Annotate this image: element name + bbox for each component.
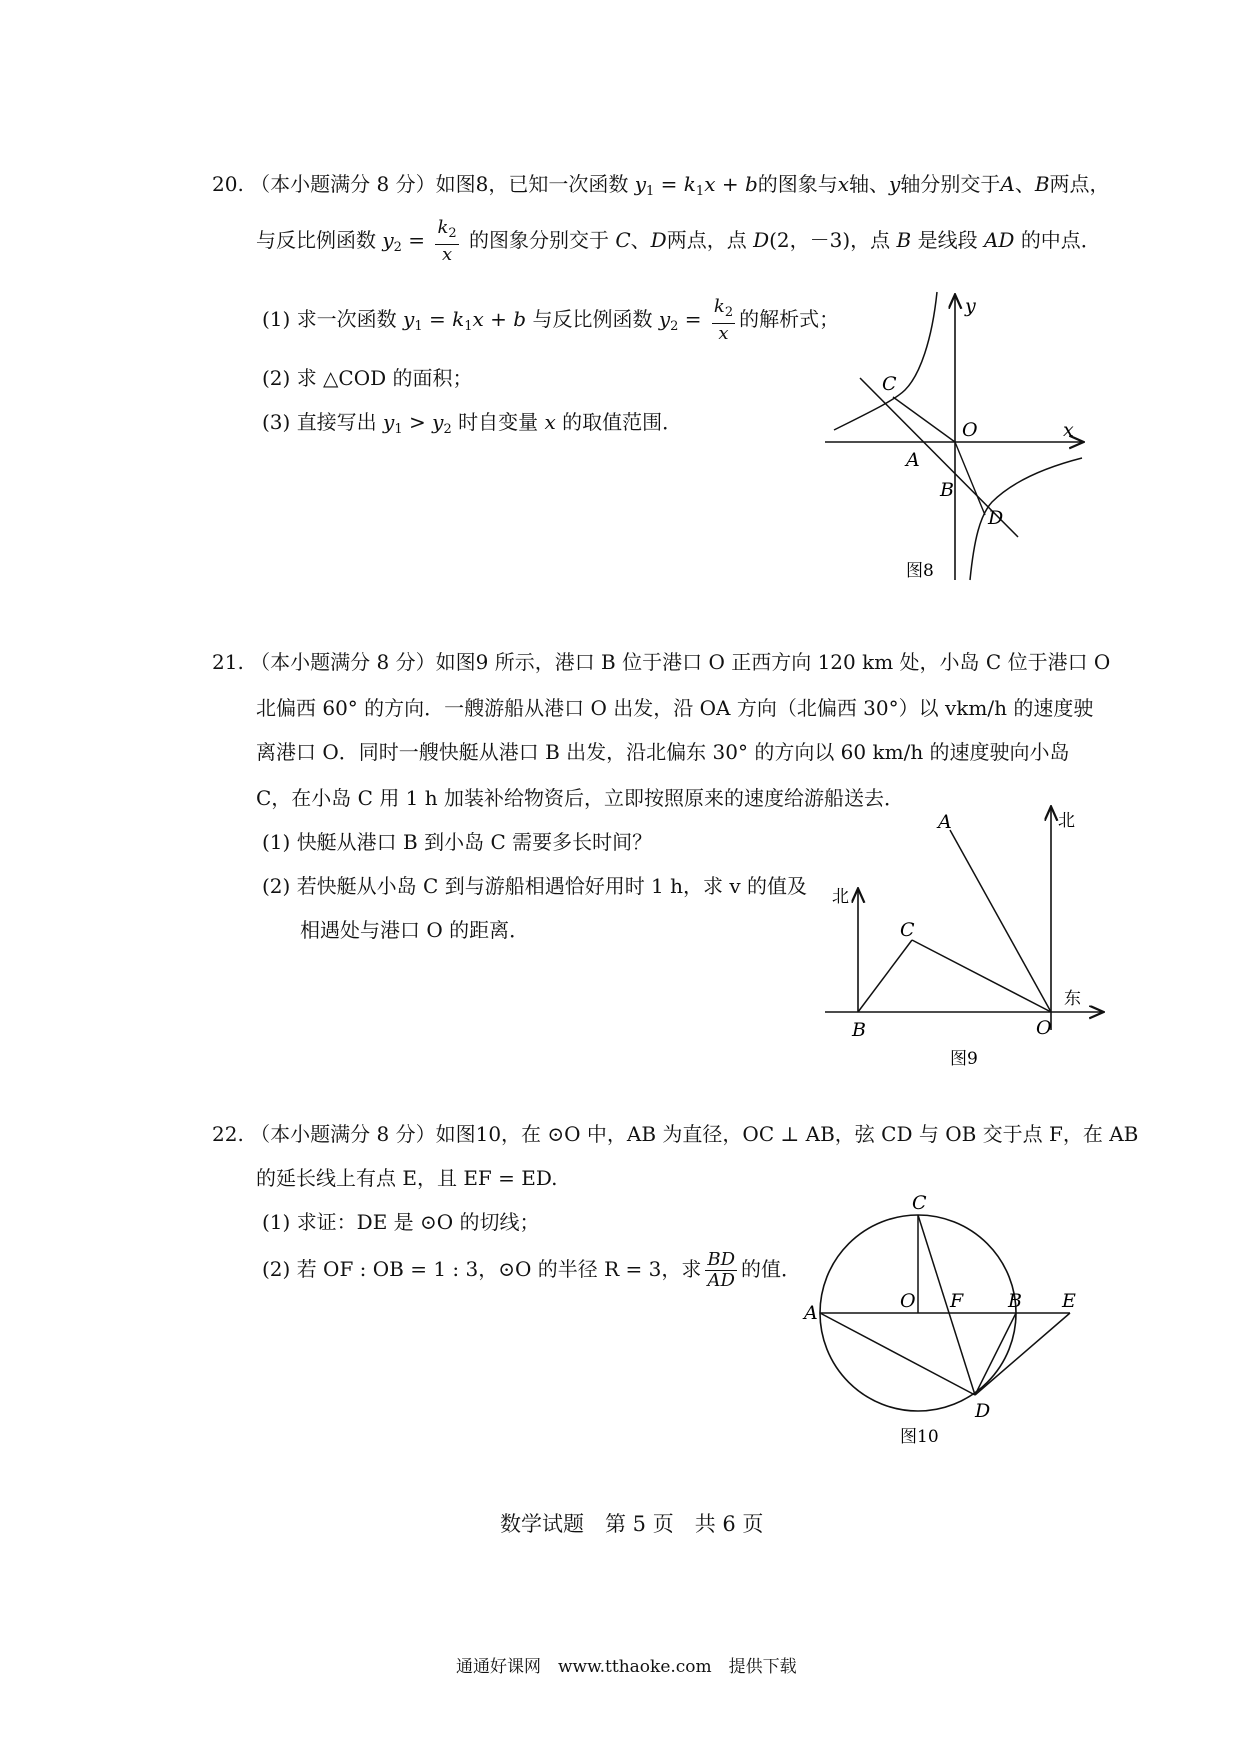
q21-line3: 离港口 O．同时一艘快艇从港口 B 出发，沿北偏东 30° 的方向以 60 km/h 的速度驶向小岛: [256, 740, 1070, 764]
figure-10: [800, 1195, 1100, 1445]
q20-part1: (1) 求一次函数 $y_1 = k_1x + b$ 与反比例函数 $y_2$ = $\frac{k_2}{x}$ 的解析式；: [262, 296, 840, 344]
label-O: O: [1036, 1017, 1052, 1039]
segment-AD: [820, 1313, 975, 1395]
label-O: O: [900, 1290, 916, 1312]
label-north-B: 北: [832, 887, 849, 907]
segment-DE: [975, 1313, 1070, 1395]
caption-fig8: 图8: [906, 561, 934, 581]
hyperbola-branch-upper-left: [834, 292, 937, 430]
figure-9: [820, 800, 1110, 1080]
label-C: C: [900, 919, 915, 941]
segment-CO: [912, 940, 1051, 1012]
q21-part1: (1) 快艇从港口 B 到小岛 C 需要多长时间？: [262, 830, 653, 854]
label-D: D: [975, 1400, 991, 1422]
label-F: F: [950, 1290, 964, 1312]
label-D: D: [988, 507, 1004, 529]
label-A: A: [938, 811, 952, 833]
q21-part2-cont: 相遇处与港口 O 的距离．: [300, 918, 530, 942]
label-x: x: [1063, 419, 1074, 441]
q20-line2: 与反比例函数 $y_2$ = $\frac{k_2}{x}$ 的图象分别交于 C、D两点，点 D(2，－3)，点 B 是线段 AD 的中点．: [256, 217, 1101, 265]
caption-fig10: 图10: [900, 1427, 939, 1445]
label-A: A: [804, 1302, 818, 1324]
q22-part2: (2) 若 OF : OB = 1 : 3，⊙O 的半径 R = 3，求 $\frac{BD}{AD}$ 的值．: [262, 1249, 802, 1291]
q20-part3: (3) 直接写出 $y_1 > y_2$ 时自变量 x 的取值范围．: [262, 410, 683, 437]
figure-8: [820, 290, 1090, 590]
q22-part1: (1) 求证：DE 是 ⊙O 的切线；: [262, 1210, 540, 1234]
label-A: A: [906, 449, 920, 471]
label-y: y: [965, 295, 976, 317]
label-O: O: [962, 419, 978, 441]
label-C: C: [882, 373, 897, 395]
caption-fig9: 图9: [950, 1049, 978, 1069]
q21-part2: (2) 若快艇从小岛 C 到与游船相遇恰好用时 1 h，求 v 的值及: [262, 874, 808, 898]
chord-CD: [918, 1215, 975, 1395]
source-watermark: 通通好课网 www.tthaoke.com 提供下载: [456, 1657, 797, 1677]
q22-line2: 的延长线上有点 E，且 EF = ED.: [256, 1166, 558, 1190]
label-B: B: [1008, 1290, 1022, 1312]
label-E: E: [1062, 1290, 1076, 1312]
ray-OA: [950, 830, 1051, 1012]
segment-OC: [893, 397, 955, 442]
label-east: 东: [1064, 989, 1081, 1009]
label-north-O: 北: [1058, 811, 1075, 831]
q21-line4: C，在小岛 C 用 1 h 加装补给物资后，立即按照原来的速度给游船送去．: [256, 786, 904, 810]
q21-line2: 北偏西 60° 的方向．一艘游船从港口 O 出发，沿 OA 方向（北偏西 30°）以 vkm/h 的速度驶: [256, 696, 1094, 720]
q20-part2: (2) 求 △COD 的面积；: [262, 366, 473, 390]
label-B: B: [852, 1019, 866, 1041]
segment-BD: [975, 1313, 1016, 1395]
label-B: B: [940, 479, 954, 501]
q20-line1: 20. （本小题满分 8 分）如图8，已知一次函数 $y_1 = k_1x + b$的图象与x轴、y轴分别交于A、B两点，: [212, 172, 1110, 199]
q22-line1: 22. （本小题满分 8 分）如图10，在 ⊙O 中，AB 为直径，OC ⊥ AB，弦 CD 与 OB 交于点 F，在 AB: [212, 1122, 1139, 1146]
hyperbola-branch-lower-right: [970, 458, 1082, 580]
page-footer: 数学试题 第 5 页 共 6 页: [500, 1512, 764, 1536]
label-C: C: [912, 1195, 927, 1214]
segment-BC: [858, 940, 912, 1012]
q21-line1: 21. （本小题满分 8 分）如图9 所示，港口 B 位于港口 O 正西方向 120 km 处，小岛 C 位于港口 O: [212, 650, 1111, 674]
